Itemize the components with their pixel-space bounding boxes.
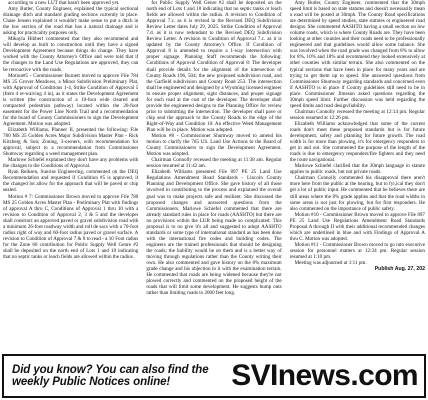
banner-website-link[interactable]: SVInews.com bbox=[231, 359, 418, 392]
paragraph: Amy Butler, County Engineer, explained the typical sectional drainage ditch and standard grading sections currently in place. Chase Jensen explained it wouldn't make sense to put a ditch in the low section of the road that has a natural drainage and is asking for practicality purposes only. bbox=[3, 6, 139, 37]
paragraph: Mikayla Hibbert commented that they also recommend and will develop as built to construction until they have a signed Development Agreement because things do change. They have worked with the County Attorney's Office and were told that if the changes to the Land Use Regulations are approved, they can be retroactive with the roads. bbox=[3, 36, 139, 73]
paragraph: Motion #8 - Commissioner Shumway moved to amend his motion to clarify the 765 US. Land Use Actions to the Board of County Commissioners to sign the Development Agreement. Motion was adopted. bbox=[146, 133, 282, 158]
paragraph: Ryan Reiksen, Sunrise Engineering, commented on the DEQ Recommendation and requested if Condition #5 is approved, if the changed lot allow for the approach that will be paved or chip sealed. bbox=[3, 169, 139, 194]
banner-tagline: Did you know? You can also find the weekly Public Notices online! bbox=[12, 364, 209, 388]
paragraph: for Public Supply Well Genre #2 shall be deposited on the north end of Lots 1 and 18 indicating that no septic tanks or leach fields are allowed within the radius. A revision to Condition of Approval 7.c. as it is revised in the Revised DEQ Subdivision Review Letter dates July 29, 2025. Strike Condition of Approval 7.d. as it is now redundant to the Revised DEQ Subdivision Review Letter. A revision to Condition of Approval 7.c. as it is updated by the County Attorney's Office. If Condition of Approval 8 is amended to require a 1-way intersection with proper signage. Planning Staff recommends the following: Conditions of Approval Condition of Approval 8: The developer shall provide details for the alignment of the intersection of County Roads 196, 504; the new proposed subdivision road, and the Garfield subdivision and County Road 253. The intersection shall be engineered and designed by a Wyoming licensed engineer to ensure proper alignment, sight distances, and proper signage for each road at the cost of the developer. The developer shall provide the engineered designs to the Planning Office for review prior to submitting the intersection. The developer shall pave or chip seal the approach to the County Roads to the edge of the Right-of-Way and Condition 10: An effective Weed Management Plan will be in place. Motion was adopted. bbox=[146, 0, 282, 133]
column-3 bbox=[290, 0, 425, 351]
notice-columns bbox=[3, 0, 425, 351]
paragraph: Motion # 7: Commissioner Brown moved to approve File 780 MS 25 Golden Acres Master Plan - Preliminary Plat with findings of approval A thru C, Conditions of Approval 1 thru 10 with a revision to Condition of Approval 2, 3 & 5 and the developer shall construct an approved paved or gravel subdivision road with a minimum 26-foot roadway width and roll de sacs with a 70-foot radius right of way and 60-foot radius paved or gravel surface. A revision to Condition of Approval 7 & 8 to read - a 10 Foot radius for the Zone 60 contribution for Public Supply Well Genre #2 shall be deposited on the north end of Lots 1 and 18 indicating that no septic tanks or leach fields are allowed within the radius. bbox=[3, 193, 139, 260]
paragraph: according to a new LUT that hasn't been approved yet. bbox=[8, 0, 120, 6]
paragraph: Chairman Connolly recessed the meeting at 11:38 am. Regular session resumed at 11:42 am. bbox=[146, 157, 282, 170]
paragraph: Elizabeth Williams, Planner II, presented the following: File 780 MS 25 Golden Acres Major Subdivision Master Plan - Rick Kitzberg & Son; Zoning, 3-owners, with recommendation for approval, subject to a recommendation from Commissioner Shumway regarding a weed management plan. bbox=[3, 126, 139, 158]
paragraph: Marlowe Schiefel explained they don't have any problems with the changes to the Conditions of Approval. bbox=[3, 157, 139, 170]
paragraph: Meeting was adjourned at 1:11 pm. bbox=[294, 260, 367, 267]
paragraph: Chairman Connolly commented his disapproval there aren't more here from the public at the hearing, but to fyi,ical they don't get a lot of public input. He commented that he believes there are still areas where the 8% grade applies and that the road widths in some areas is not just for plowing, but for first responders. He also commented on the importance of public safety. bbox=[289, 175, 425, 212]
paragraph: Motion #10 - Commissioner Brown moved to approve File 897 PE 25 Land Use Regulations Amendment Road Standards Proposal A through II with their additional recommended changes which are underlined in blue and with Findings of Approval A thru C. Motion was adopted. bbox=[289, 211, 425, 242]
column-2 bbox=[146, 0, 281, 351]
paragraph: Elizabeth Williams presented File 897 PE 25 Land Use Regulations Amendment Road Standards - Lincoln County Planning and Development Office. She gave history of all those involved in contributing to the process and explained the overall goal was to make projects safe and resilient. She discussed the proposed changes and answered questions from the Commissioners. Marlowe Schiefel commented that there are already standard rules in place for roads (AASHTO) but there are no provisions within the LUR being made so complicated. This proposal is to no give it's all and suggested to adopt AASHTO standards or some type of international standard as has been done with the international fire codes and building codes. The engineers are the trained professionals that should be designing the roads; the liability would be on them and is a better way of moving through regulations rather than the County writing their own. He also commented and gave history on the 8% maximum grade change and his objection to it with the examination terrain. He commented that roads are being widened because they're not plowed correctly and commented on the proposed height of the roads that will limit some development. He suggests bump outs rather than limiting roads to 2000 feet long. bbox=[146, 169, 282, 297]
paragraph: Amy Butler, County Engineer, commented that the 30mph speed limit is based on state statutes and doesn't necessarily mean a road will be posted at 30mph. The County Road specifications are determined by speed studies, state statutes or engineered road designs. She commented AASHTO having a small section on low volume roads, which is where County Roads are. They have been looking at other counties and their roads need to be professionally engineered and that guidelines would allow some balance. She was involved when the road grade was changed from 8% to allow for 8%, 10% and 18% and recommend they looked extensively at other counties with similar terrain. She also commented on the typical sections that have been in place for many years and are trying to get them up to speed. She answered questions from Commissioner Shumway regarding standards and concerned even if AASHTO is in place if County guidelines still need to be in place. Commissioner Jimeson asked questions regarding the 30mph speed limit. Further discussion was held regarding the speed limits and road design/liability. bbox=[289, 0, 425, 109]
paragraph: Chairman Connolly recessed the meeting at 12:14 pm. Regular session resumed at 12:26 pm. bbox=[289, 108, 425, 121]
paragraph: Marlowe Schiefel clarified that the 30mph language in statute applies to public roads, but not private roads. bbox=[289, 163, 425, 176]
paragraph: Motion#5 - Commissioner Burnett moved to approve File 784 MS 25 Grover Meadows, a Minor Subdivision Preliminary Plat, with Approval of Conditions 1-4, Strike Condition of Approval 5 (Item 4 re-waiving 4 in), as it states the Development Agreement is written (the construction of a 10-foot wide cleared and compacted pedestrian pathway) located within the 20-foot easement for the Power Line North Trail and a recommendation for the board of County Commissioners to sign the Development Agreement. Motion was adopted. bbox=[3, 72, 139, 127]
publish-date-line: Publish Aug. 27, 202 bbox=[374, 266, 425, 273]
public-notices-banner bbox=[2, 354, 426, 398]
paragraph: Elizabeth Williams acknowledged that some of the current roads don't meet these proposed standards but is for future development, safety and planning for future growth. The road width is for more than plowing, it's for emergency responders to get in and out. She commented the purpose of the length of the roads is due to emergency responders/fire fighters and they need the route navigational. bbox=[289, 120, 425, 164]
paragraph: Motion #11 - Commissioner Brown moved to go into executive session for personnel matters at 12:34 pm. Regular session resumed at 1:10 pm. bbox=[289, 241, 425, 260]
column-1 bbox=[3, 0, 138, 351]
